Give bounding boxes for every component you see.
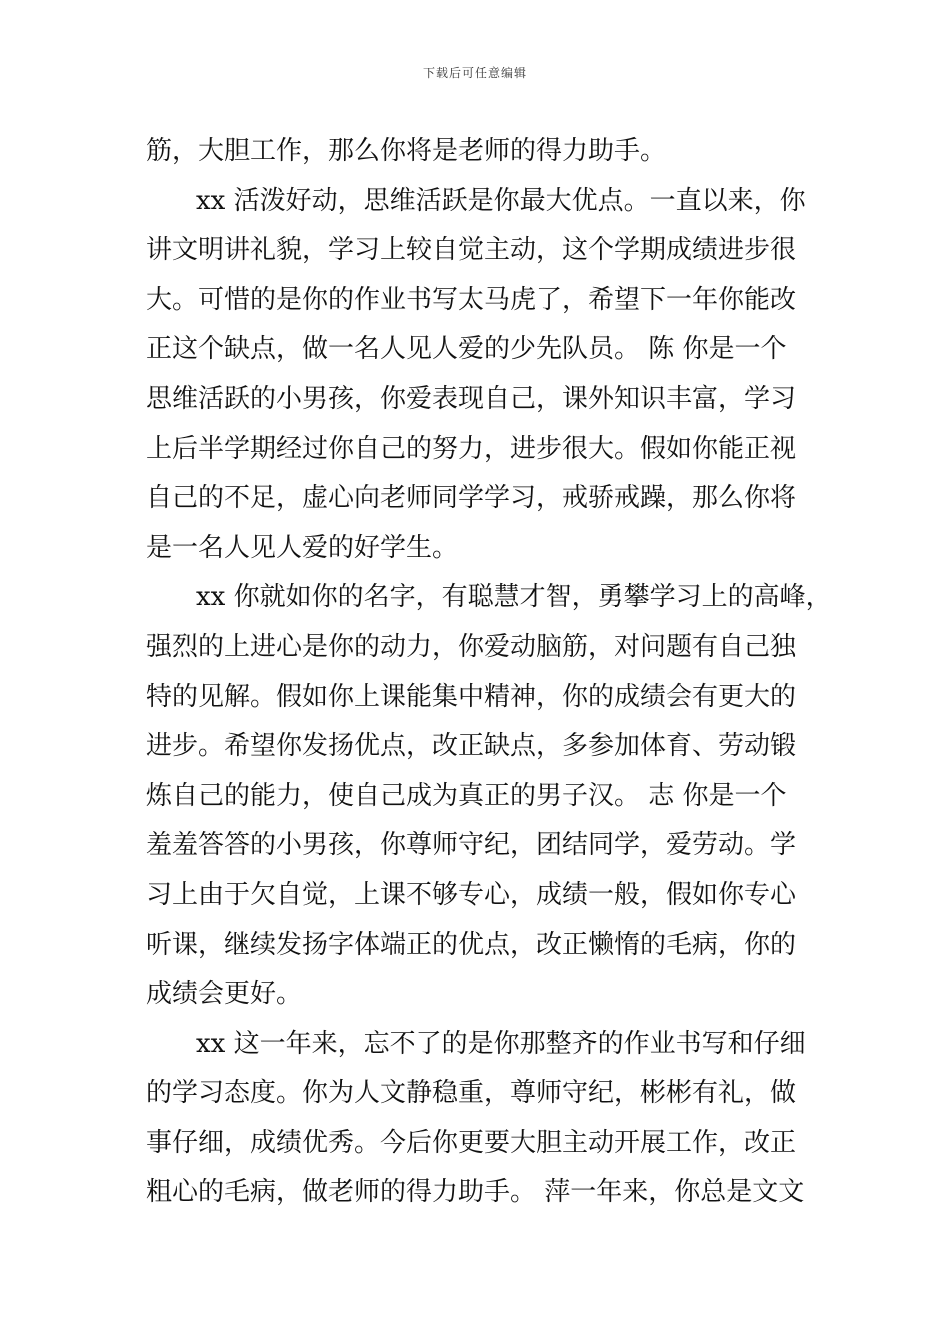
text-line: 事仔细，成绩优秀。今后你更要大胆主动开展工作，改正 bbox=[146, 1127, 797, 1158]
text-line: 羞羞答答的小男孩，你尊师守纪，团结同学，爱劳动。学 bbox=[146, 830, 797, 861]
text-line: 炼自己的能力，使自己成为真正的男子汉。 志 你是一个 bbox=[146, 780, 787, 811]
text-line: 思维活跃的小男孩，你爱表现自己，课外知识丰富，学习 bbox=[146, 383, 797, 414]
document-body bbox=[146, 127, 846, 1218]
page-header: 下载后可任意编辑 bbox=[422, 66, 527, 80]
text-line: xx 活泼好动，思维活跃是你最大优点。一直以来，你 bbox=[196, 185, 806, 216]
text-line: 上后半学期经过你自己的努力，进步很大。假如你能正视 bbox=[146, 433, 797, 464]
text-line: 听课，继续发扬字体端正的优点，改正懒惰的毛病，你的 bbox=[146, 929, 797, 960]
text-line: 习上由于欠自觉，上课不够专心，成绩一般，假如你专心 bbox=[146, 879, 797, 910]
text-line: xx 这一年来，忘不了的是你那整齐的作业书写和仔细 bbox=[196, 1028, 806, 1059]
text-line: 筋，大胆工作，那么你将是老师的得力助手。 bbox=[146, 136, 667, 166]
text-line: 是一名人见人爱的好学生。 bbox=[146, 532, 459, 563]
text-line: 的学习态度。你为人文静稳重，尊师守纪，彬彬有礼，做 bbox=[146, 1078, 797, 1109]
text-line: 讲文明讲礼貌，学习上较自觉主动，这个学期成绩进步很 bbox=[146, 235, 797, 266]
text-line: 进步。希望你发扬优点，改正缺点，多参加体育、劳动锻 bbox=[146, 731, 797, 762]
text-line: 强烈的上进心是你的动力，你爱动脑筋，对问题有自己独 bbox=[146, 631, 797, 662]
text-line: 特的见解。假如你上课能集中精神，你的成绩会有更大的 bbox=[146, 681, 797, 712]
text-line: 成绩会更好。 bbox=[146, 979, 303, 1010]
text-line: 大。可惜的是你的作业书写太马虎了，希望下一年你能改 bbox=[146, 284, 797, 315]
text-line: 粗心的毛病，做老师的得力助手。 萍一年来，你总是文文 bbox=[146, 1177, 805, 1208]
text-line: 正这个缺点，做一名人见人爱的少先队员。 陈 你是一个 bbox=[146, 334, 787, 365]
text-line: xx 你就如你的名字，有聪慧才智，勇攀学习上的高峰， bbox=[196, 582, 832, 613]
text-line: 自己的不足，虚心向老师同学学习，戒骄戒躁，那么你将 bbox=[146, 483, 797, 514]
